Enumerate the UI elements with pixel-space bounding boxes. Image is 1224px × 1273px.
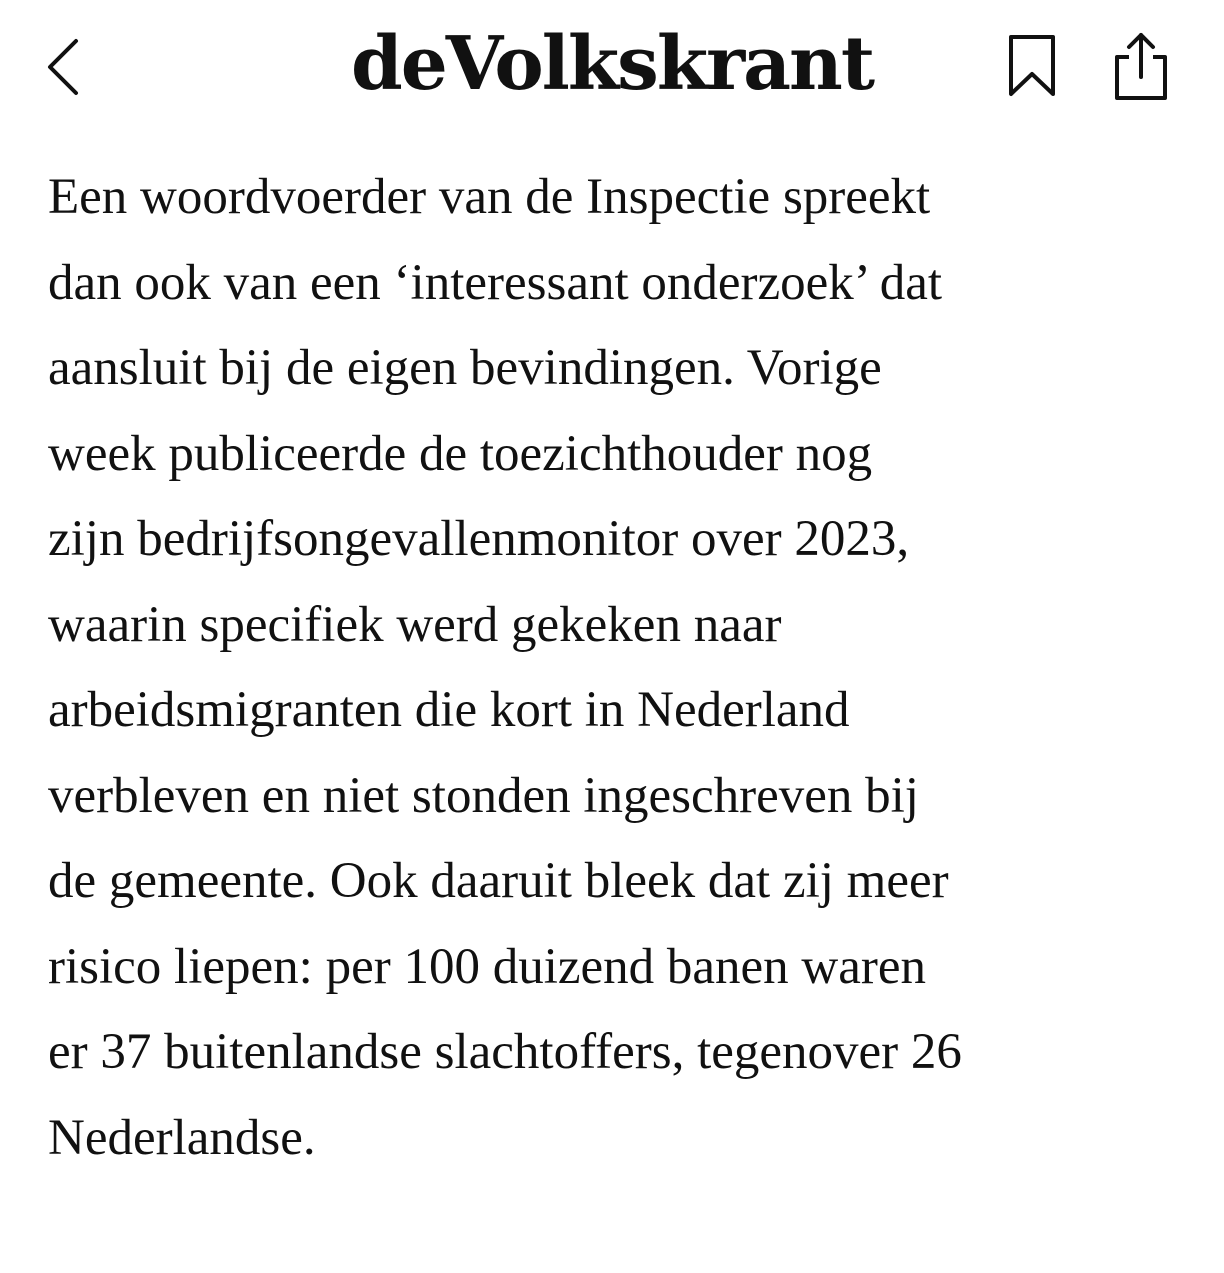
article-text-line: zijn bedrijfsongevallenmonitor over 2023, xyxy=(48,511,910,567)
article-text-line: aansluit bij de eigen bevindingen. Vorige xyxy=(48,340,882,396)
article-text-line: arbeidsmigranten die kort in Nederland xyxy=(48,682,850,738)
article-text-line: waarin specifiek werd gekeken naar xyxy=(48,596,782,653)
article-text-line: Nederlandse. xyxy=(48,1109,316,1166)
article-text-line: er 37 buitenlandse slachtoffers, tegenover 26 xyxy=(48,1024,962,1080)
share-icon xyxy=(1113,31,1169,101)
article-body xyxy=(48,155,1178,1181)
article-text-line: verbleven en niet stonden ingeschreven bij xyxy=(48,767,919,824)
chevron-left-icon xyxy=(46,37,80,97)
bookmark-icon xyxy=(1007,34,1057,98)
share-button[interactable] xyxy=(1106,26,1176,106)
article-text-line: Een woordvoerder van de Inspectie spreekt xyxy=(48,169,931,225)
article-text-line: de gemeente. Ook daaruit bleek dat zij meer xyxy=(48,853,949,909)
bookmark-button[interactable] xyxy=(1000,28,1064,104)
article-text-line: dan ook van een ‘interessant onderzoek’ dat xyxy=(48,254,943,311)
top-navigation-bar xyxy=(0,0,1224,130)
publication-logo: deVolkskrant xyxy=(350,21,874,107)
article-text-line: risico liepen: per 100 duizend banen waren xyxy=(48,938,927,995)
article-text-line: week publiceerde de toezichthouder nog xyxy=(48,425,873,482)
back-button[interactable] xyxy=(38,32,88,102)
